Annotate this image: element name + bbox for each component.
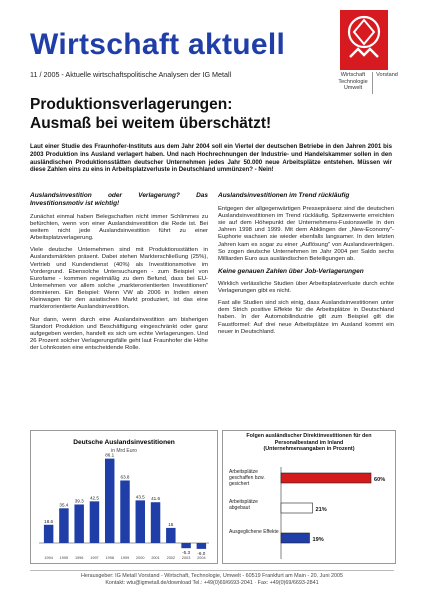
dept-line: Technologie — [338, 78, 368, 85]
category-label: 1994 — [44, 556, 53, 560]
bar-value-label: 18.6 — [44, 518, 54, 524]
bar — [197, 543, 206, 549]
bar-value-label: 43.5 — [135, 494, 145, 500]
bar — [90, 501, 99, 543]
chart-title: Folgen ausländischer Direktinvestitionen für den Personalbestand im Inland — [246, 433, 372, 446]
page-title: Wirtschaft aktuell — [30, 28, 286, 61]
department-block — [334, 72, 372, 92]
chart-subtitle: in Mrd Euro — [111, 448, 137, 454]
paragraph: Entgegen der allgegenwärtigen Pressepräsenz sind die deutschen Auslandsinvestitionen im Trend rückläufig. Spitzenwerte erreichten sie auf dem Höhepunkt der Unternehmens-Fusionswelle in den Jahren 1998 und 1999. Mit dem Abklingen der „New-Economy"-Euphorie wachsen sie wieder ebenfalls langsamer. In den letzten Jahren kam es sogar zu einer „Auflösung" von Auslandsverträgen. So zogen deutsche Unternehmen im Jahr 2004 per Saldo sechs Milliarden Euro aus ausländischen Beteiligungen ab. — [218, 205, 394, 262]
horizontal-bar-chart — [223, 431, 395, 563]
ig-metall-logo — [340, 10, 388, 70]
right-column-heading-2: Keine genauen Zahlen über Job-Verlagerungen — [218, 268, 364, 276]
right-column — [218, 192, 394, 341]
chart-subtitle: (Unternehmensangaben in Prozent) — [263, 446, 355, 453]
category-label: 2001 — [151, 556, 160, 560]
bar-value-label: 42.5 — [89, 495, 99, 501]
bar-value-label: 39.3 — [74, 498, 84, 504]
bar-value-label: 19% — [312, 537, 324, 543]
category-label: 2000 — [136, 556, 145, 560]
chart-title: Deutsche Auslandsinvestitionen — [73, 439, 175, 446]
paragraph: Fast alle Studien sind sich einig, dass Auslandsinvestitionen unter dem Strich positive Effekte für die Arbeitsplätze in Deutschland haben. In der Automobilindustrie gilt zum Beispiel gilt die Faustformel: Auf drei neue Arbeitsplätze im Ausland kommt ein neuer in Deutschland. — [218, 300, 394, 335]
category-label: 1996 — [74, 556, 84, 560]
bar-value-label: 60% — [374, 477, 386, 483]
bar — [281, 533, 310, 543]
bar-value-label: 41.6 — [151, 496, 161, 502]
bar — [151, 502, 160, 543]
category-label: Arbeitsplätze geschaffen bzw. gesichert — [229, 469, 265, 487]
category-label: 1997 — [90, 556, 99, 560]
right-column-heading: Auslandsinvestitionen im Trend rückläufig — [218, 192, 350, 199]
bar — [136, 500, 145, 543]
headline: Produktionsverlagerungen: — [30, 96, 233, 113]
dept-side-label: Vorstand — [376, 72, 398, 78]
category-label: 2004 — [197, 556, 206, 560]
paragraph: Viele deutsche Unternehmen sind mit Produktionsstätten in Auslandsmärkten präsent. Dabei stehen Markterschließung (25%), Vertrieb und Kundendienst (40%) als Investitionsmotive im Vordergrund. Ebensolche Untersuchungen - zum Beispiel von Eurofame - kommen regelmäßig zu dem Befund, dass bei EU-Unternehmen vor allem solche „markterorientierten Investitionen" dominieren. Ein Beispiel: Wenn VW ab 2006 in Indien einen Kleinwagen für den asiatischen Markt produziert, ist das eine markterorientierte Auslandsinvestition. — [30, 247, 208, 311]
bar-value-label: 15 — [168, 521, 174, 527]
bar-value-label: 63.8 — [120, 474, 130, 480]
bar-value-label: -6.0 — [197, 550, 206, 556]
dept-line: Umwelt — [343, 85, 363, 91]
footer-publisher: Herausgeber: IG Metall Vorstand - Wirtschaft, Technologie, Umwelt - 60519 Frankfurt am Main - 20. Juni 2005 — [80, 573, 344, 579]
paragraph: Nur dann, wenn durch eine Auslandsinvestition am bisherigen Standort Produktion und Beschäftigung eingeschränkt oder ganz aufgegeben werden, handelt es sich um echte Verlagerungen. Und 26 Prozent solcher Verlagerungsfälle geht laut Fraunhofer die Höhe der Lohnkosten eine entscheidende Rolle. — [30, 316, 208, 352]
bar-value-label: 35.4 — [59, 502, 69, 508]
bar-chart — [31, 431, 217, 563]
lead-paragraph: Laut einer Studie des Fraunhofer-Instituts aus dem Jahr 2004 soll ein Viertel der deutschen Betriebe in den Jahren 2001 bis 2003 Produktion ins Ausland verlagert haben. Und nach Hochrechnungen der Industrie- und Handelskammer sollen in den ausländischen Produktionsstätten deutscher Unternehmen jedes Jahr 50.000 neue Arbeitsplätze entstehen. Müssen wir diese Zahlen eins zu eins in Arbeitsplatzverluste in Deutschland ummünzen? - Nein! — [30, 143, 392, 174]
category-label: 2003 — [181, 556, 191, 560]
category-label: 1995 — [59, 556, 69, 560]
bar-value-label: -5.3 — [182, 550, 191, 556]
category-label: 2002 — [166, 556, 176, 560]
paragraph: Zunächst einmal haben Belegschaften nicht immer Schlimmes zu befürchten, wenn von einer Auslandsinvestition die Rede ist. Bei weitem nicht jede Auslandsinvestition führt zu einer Arbeitsplatzverlagerung. — [30, 213, 208, 242]
bar — [281, 503, 313, 513]
chart-auslandsinvestitionen — [30, 430, 218, 564]
headline-sub: Ausmaß bei weitem überschätzt! — [30, 115, 272, 132]
category-label: Arbeitsplätze abgebaut — [229, 499, 258, 511]
page-subtitle: 11 / 2005 - Aktuelle wirtschaftspolitische Analysen der IG Metall — [30, 70, 232, 79]
bar — [59, 508, 68, 543]
bar — [74, 504, 83, 543]
chart-personalbestand — [222, 430, 396, 564]
bar — [105, 459, 114, 543]
bar — [281, 473, 371, 483]
category-label: 1999 — [120, 556, 130, 560]
bar — [166, 528, 175, 543]
bar-value-label: 21% — [315, 507, 327, 513]
category-label: Ausgeglichene Effekte — [229, 529, 279, 535]
bar — [44, 525, 53, 543]
left-column — [30, 192, 208, 357]
footer-divider — [30, 570, 394, 571]
paragraph: Wirklich verlässliche Studien über Arbeitsplatzverluste durch echte Verlagerungen gibt es nicht. — [218, 280, 394, 294]
dept-line: Wirtschaft — [340, 72, 366, 78]
bar — [120, 480, 129, 543]
left-column-heading: Auslandsinvestition oder Verlagerung? Das Investitionsmotiv ist wichtig! — [30, 192, 208, 207]
bar-value-label: 86.1 — [105, 452, 115, 458]
bar — [181, 543, 190, 548]
footer-contact: Kontakt: wtu@igmetall.de/download Tel.: +49(0)69/6693-2041 · Fax: +49(0)69/6693-2841 — [105, 580, 319, 586]
category-label: 1998 — [105, 556, 114, 560]
footer — [30, 573, 394, 587]
dept-divider — [372, 72, 373, 94]
